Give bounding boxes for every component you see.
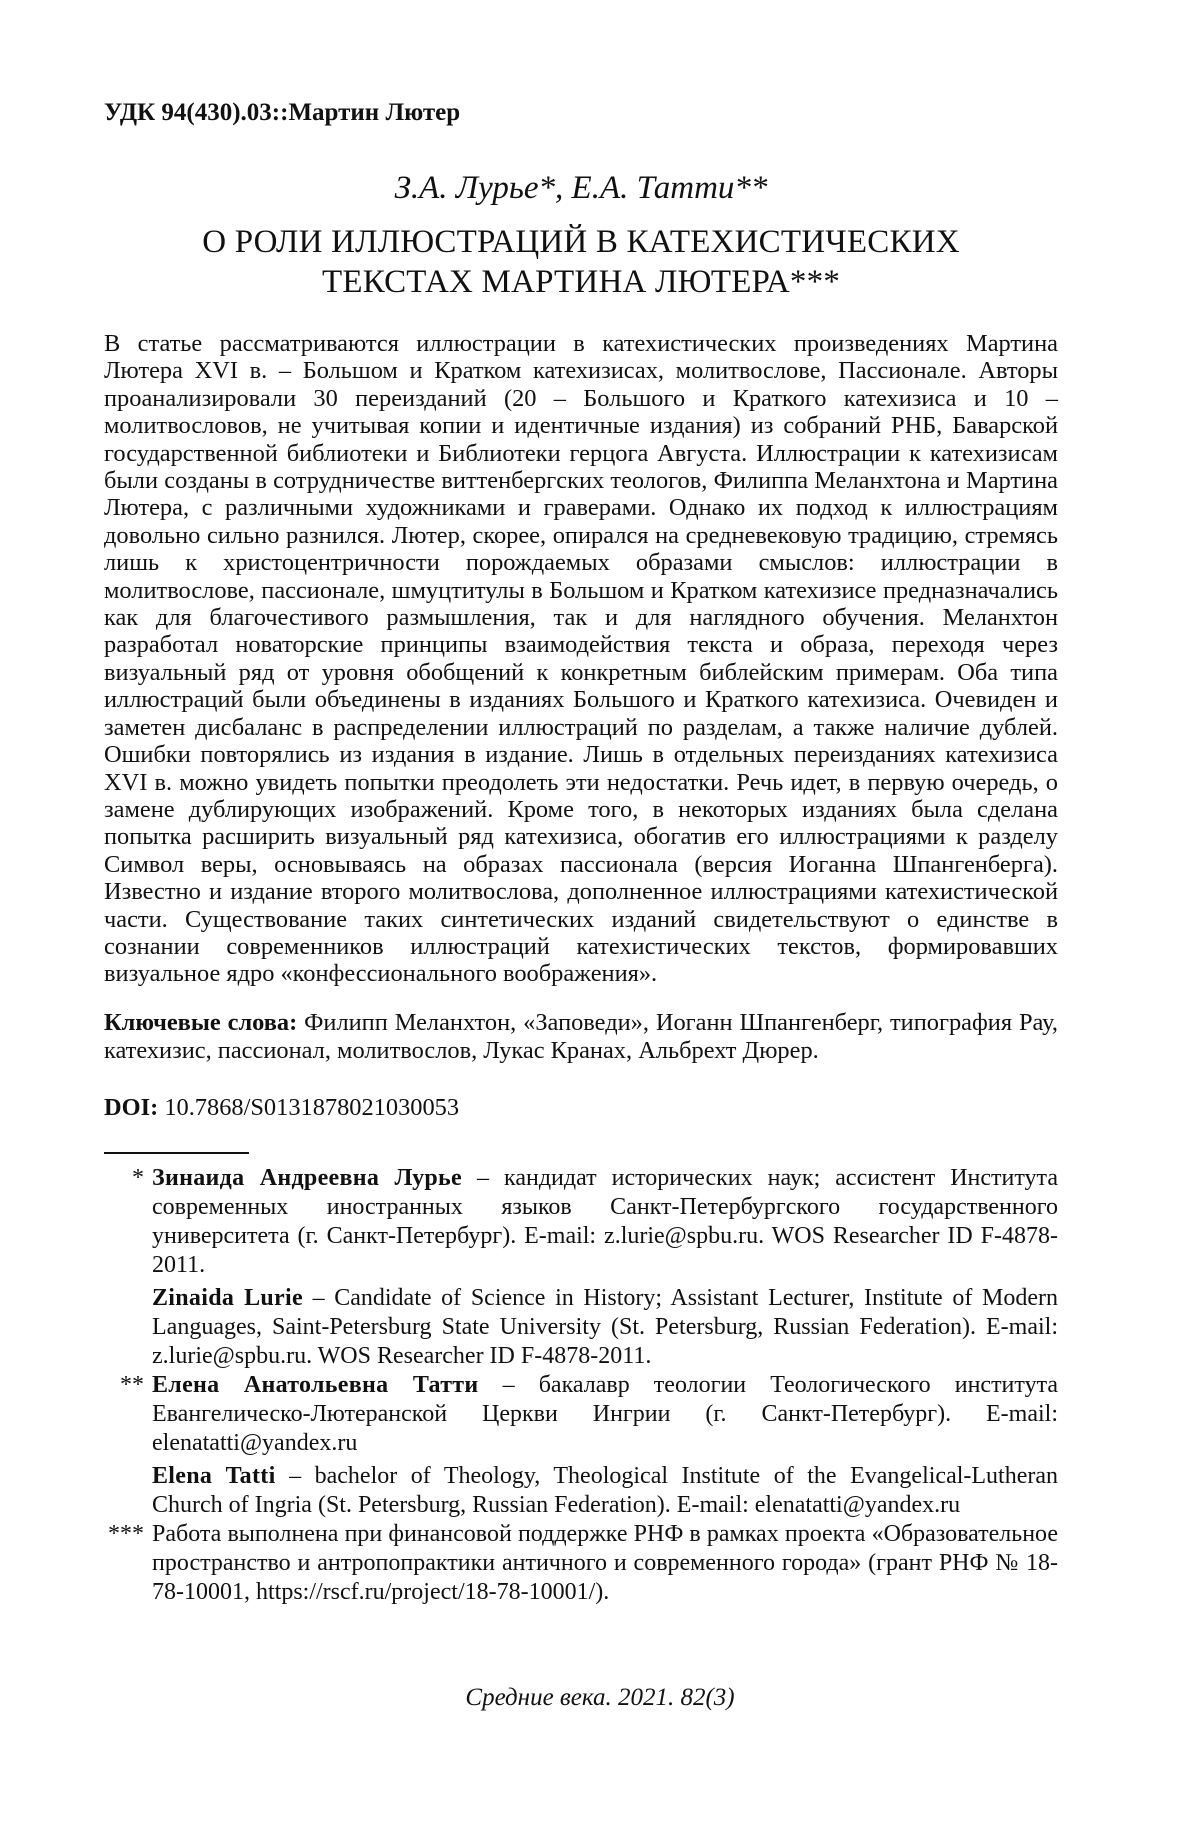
article-abstract: В статье рассматриваются иллюстрации в катехистических произведениях Мартина Лютера XVI в. – Большом и Кратком катехизисах, молитвослове, Пассионале. Авторы проанализировали 30 переизданий (20 – Большого и Краткого катехизиса и 10 – молитвословов, не учитывая копии и идентичные издания) из собраний РНБ, Баварской государственной библиотеки и Библиотеки герцога Августа. Иллюстрации к катехизисам были созданы в сотрудничестве виттенбергских теологов, Филиппа Меланхтона и Мартина Лютера, с различными художниками и граверами. Однако их подход к иллюстрациям довольно сильно разнился. Лютер, скорее, опирался на средневековую традицию, стремясь лишь к христоцентричности порождаемых образами смыслов: иллюстрации в молитвослове, пассионале, шмуцтитулы в Большом и Кратком катехизисе предназначались как для благочестивого размышления, так и для наглядного обучения. Меланхтон разработал новаторские принципы взаимодействия текста и образа, переходя через визуальный ряд от уровня обобщений к конкретным библейским примерам. Оба типа иллюстраций были объединены в изданиях Большого и Краткого катехизиса. Очевиден и заметен дисбаланс в распределении иллюстраций по разделам, а также наличие дублей. Ошибки повторялись из издания в издание. Лишь в отдельных переизданиях катехизиса XVI в. можно увидеть попытки преодолеть эти недостатки. Речь идет, в первую очередь, о замене дублирующих изображений. Кроме того, в некоторых изданиях была сделана попытка расширить визуальный ряд катехизиса, обогатив его иллюстрациями к разделу Символ веры, основываясь на образах пассионала (версия Иоганна Шпангенберга). Известно и издание второго молитвослова, дополненное иллюстрациями катехистической части. Существование таких синтетических изданий свидетельствуют о единстве в сознании современников иллюстраций катехистических текстов, формировавших визуальное ядро «конфессионального воображения». xyxy=(104,330,1058,988)
footnote-divider xyxy=(104,1152,249,1154)
author-1-info-ru: – кандидат исторических наук; ассистент Института современных иностранных языков Санкт-Петербургского государственного университета (г. Санкт-Петербург). E-mail: z.lurie@spbu.ru. WOS Researcher ID F-4878-2011. xyxy=(152,1165,1058,1278)
doi-label: DOI: xyxy=(104,1094,158,1121)
footnotes xyxy=(104,1164,1058,1607)
author-1-info-en: – Candidate of Science in History; Assistant Lecturer, Institute of Modern Languages, Saint-Petersburg State University (St. Petersburg, Russian Federation). E-mail: z.lurie@spbu.ru. WOS Researcher ID F-4878-2011. xyxy=(152,1285,1058,1369)
keywords-label: Ключевые слова: xyxy=(104,1009,297,1036)
author-2-name-en: Elena Tatti xyxy=(152,1463,276,1489)
footnote-author-1 xyxy=(104,1164,1058,1371)
article-page xyxy=(0,0,1200,1842)
footnote-mark: * xyxy=(104,1164,144,1193)
keywords xyxy=(104,1009,1058,1065)
footnote-author-1-ru xyxy=(152,1164,1058,1280)
author-2-info-en: – bachelor of Theology, Theological Institute of the Evangelical-Lutheran Church of Ingria (St. Petersburg, Russian Federation). E-mail: elenatatti@yandex.ru xyxy=(152,1463,1058,1518)
footnote-author-1-en xyxy=(152,1284,1058,1371)
author-1-name-ru: Зинаида Андреевна Лурье xyxy=(152,1165,462,1191)
footnote-mark: ** xyxy=(104,1371,144,1400)
footnote-grant-text: Работа выполнена при финансовой поддержке РНФ в рамках проекта «Образовательное пространство и антропопрактики античного и современного города» (грант РНФ № 18-78-10001, https://rscf.ru/project/18-78-10001/). xyxy=(152,1520,1058,1607)
article-title xyxy=(104,222,1058,302)
footnote-author-2-en xyxy=(152,1462,1058,1520)
udc-code: УДК 94(430).03::Мартин Лютер xyxy=(104,98,1058,128)
article-title-line-1: О РОЛИ ИЛЛЮСТРАЦИЙ В КАТЕХИСТИЧЕСКИХ xyxy=(202,224,960,260)
author-2-info-ru: – бакалавр теологии Теологического института Евангелическо-Лютеранской Церкви Ингрии (г. Санкт-Петербург). E-mail: elenatatti@yandex.ru xyxy=(152,1372,1058,1456)
article-authors: З.А. Лурье*, Е.А. Татти** xyxy=(104,168,1058,208)
footnote-author-2-ru xyxy=(152,1371,1058,1458)
footnote-mark: *** xyxy=(104,1520,144,1549)
doi xyxy=(104,1094,1058,1122)
article-title-line-2: ТЕКСТАХ МАРТИНА ЛЮТЕРА*** xyxy=(322,264,840,300)
footnote-grant xyxy=(104,1520,1058,1607)
author-1-name-en: Zinaida Lurie xyxy=(152,1285,303,1311)
doi-value: 10.7868/S0131878021030053 xyxy=(164,1094,459,1121)
keywords-text: Филипп Меланхтон, «Заповеди», Иоганн Шпангенберг, типография Рау, катехизис, пассионал, молитвослов, Лукас Кранах, Альбрехт Дюрер. xyxy=(104,1009,1058,1064)
footnote-author-2 xyxy=(104,1371,1058,1520)
author-2-name-ru: Елена Анатольевна Татти xyxy=(152,1372,479,1398)
journal-footer: Средние века. 2021. 82(3) xyxy=(0,1684,1200,1712)
